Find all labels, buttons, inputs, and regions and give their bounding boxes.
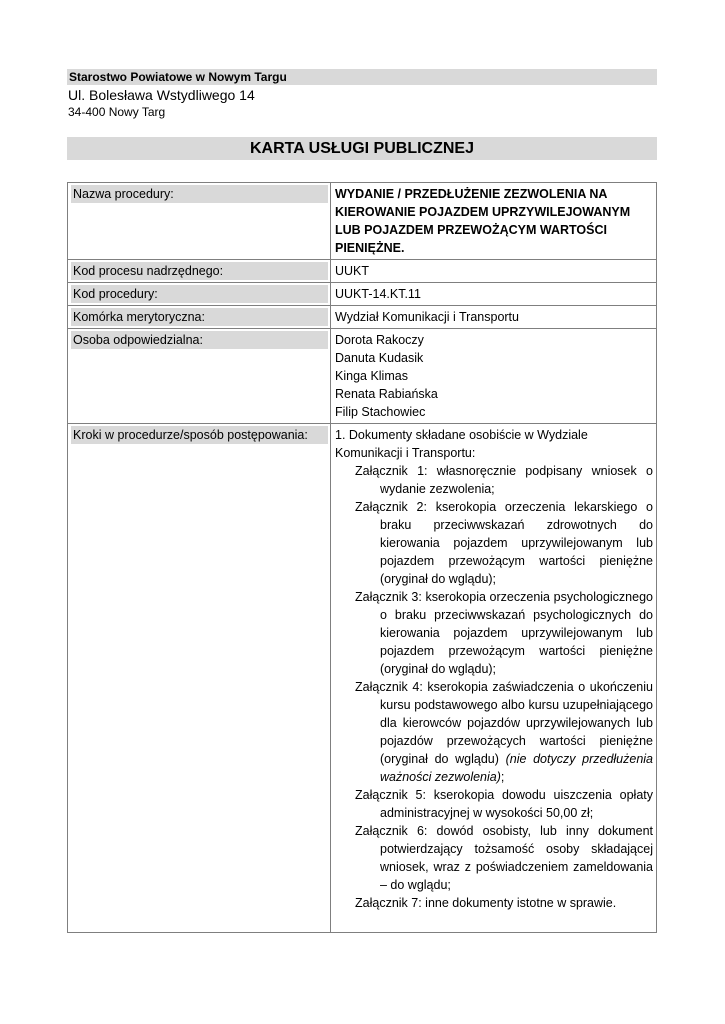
attachment-item: Załącznik 5: kserokopia dowodu uiszczenia opłaty administracyjnej w wysokości 50,00 zł; bbox=[355, 788, 653, 820]
person-name: Danuta Kudasik bbox=[335, 351, 424, 365]
value-department: Wydział Komunikacji i Transportu bbox=[331, 306, 657, 329]
label-procedure-code: Kod procedury: bbox=[71, 285, 328, 303]
attachment-item: Załącznik 6: dowód osobisty, lub inny dokument potwierdzający tożsamość osoby składającej wniosek, wraz z poświadczeniem zameldowania – do wglądu; bbox=[355, 824, 653, 892]
attachment-item: Załącznik 1: własnoręcznie podpisany wniosek o wydanie zezwolenia; bbox=[355, 464, 653, 496]
person-name: Renata Rabiańska bbox=[335, 387, 438, 401]
page-title: KARTA USŁUGI PUBLICZNEJ bbox=[67, 137, 657, 160]
office-street: Ul. Bolesława Wstydliwego 14 bbox=[68, 87, 255, 103]
step-intro: 1. Dokumenty składane osobiście w Wydziale Komunikacji i Transportu: bbox=[335, 428, 588, 460]
row-procedure-code bbox=[68, 283, 657, 306]
attachment-item: Załącznik 3: kserokopia orzeczenia psychologicznego o braku przeciwwskazań psychologicznych do kierowania pojazdem uprzywilejowanym lub pojazdem przewożącym wartości pieniężne (oryginał do wglądu); bbox=[355, 590, 653, 676]
attachment-note: (nie dotyczy przedłużenia ważności zezwolenia) bbox=[380, 752, 654, 784]
attachment-item bbox=[335, 678, 653, 786]
person-name: Kinga Klimas bbox=[335, 369, 408, 383]
attachment-item: Załącznik 2: kserokopia orzeczenia lekarskiego o braku przeciwwskazań zdrowotnych do kierowania pojazdem uprzywilejowanym lub pojazdem przewożącym wartości pieniężne (oryginał do wglądu); bbox=[355, 500, 653, 586]
row-department bbox=[68, 306, 657, 329]
value-procedure-code: UUKT-14.KT.11 bbox=[331, 283, 657, 306]
value-responsible bbox=[331, 329, 657, 424]
row-responsible bbox=[68, 329, 657, 424]
value-parent-process-code: UUKT bbox=[331, 260, 657, 283]
attachment-text: Załącznik 4: kserokopia zaświadczenia o ukończeniu kursu podstawowego albo kursu uzupełniającego dla kierowców pojazdów uprzywilejowanych lub pojazdów przewożących wartości pieniężne (oryginał do wglądu) bbox=[355, 680, 653, 766]
office-name: Starostwo Powiatowe w Nowym Targu bbox=[67, 69, 657, 85]
label-department: Komórka merytoryczna: bbox=[71, 308, 328, 326]
label-responsible: Osoba odpowiedzialna: bbox=[71, 331, 328, 349]
office-header bbox=[67, 69, 657, 120]
row-procedure-name bbox=[68, 183, 657, 260]
office-postal: 34-400 Nowy Targ bbox=[68, 105, 166, 119]
label-procedure-name: Nazwa procedury: bbox=[71, 185, 328, 203]
value-procedure-name: WYDANIE / PRZEDŁUŻENIE ZEZWOLENIA NA KIEROWANIE POJAZDEM UPRZYWILEJOWANYM LUB POJAZDEM PRZEWOŻĄCYM WARTOŚCI PIENIĘŻNE. bbox=[331, 183, 657, 260]
person-name: Filip Stachowiec bbox=[335, 405, 426, 419]
attachment-end: ; bbox=[500, 770, 505, 784]
label-parent-process-code: Kod procesu nadrzędnego: bbox=[71, 262, 328, 280]
person-name: Dorota Rakoczy bbox=[335, 333, 424, 347]
label-steps: Kroki w procedurze/sposób postępowania: bbox=[71, 426, 328, 444]
service-card-table bbox=[67, 182, 657, 933]
row-steps bbox=[68, 424, 657, 933]
row-parent-process-code bbox=[68, 260, 657, 283]
attachment-item: Załącznik 7: inne dokumenty istotne w sprawie. bbox=[355, 896, 617, 910]
value-steps bbox=[331, 424, 657, 933]
